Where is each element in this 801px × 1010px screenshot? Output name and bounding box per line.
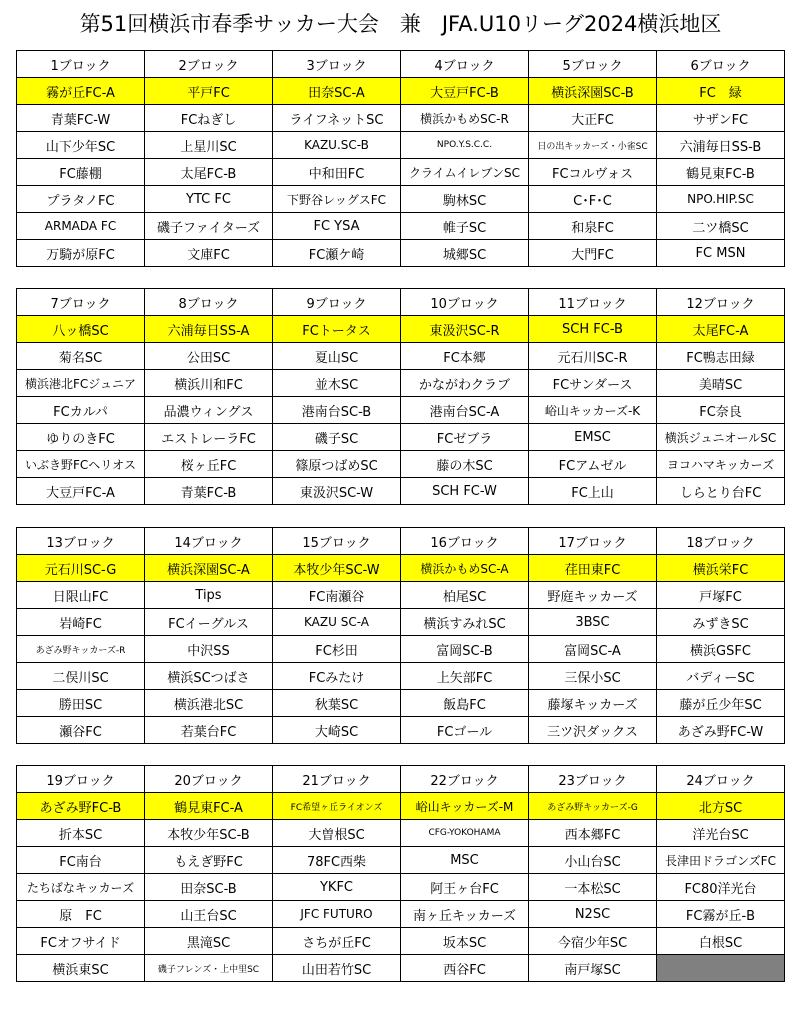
team-cell: 二ツ橋SC: [657, 213, 785, 240]
team-cell: 一本松SC: [529, 874, 657, 901]
team-cell: 本牧少年SC-W: [273, 555, 401, 582]
team-cell: FC MSN: [657, 240, 785, 267]
team-cell: 太尾FC-B: [145, 159, 273, 186]
team-cell: 北方SC: [657, 793, 785, 820]
team-row: [17, 370, 785, 397]
team-cell: 三保小SC: [529, 663, 657, 690]
page-title: 第51回横浜市春季サッカー大会 兼 JFA.U10リーグ2024横浜地区: [79, 12, 722, 36]
block-header: 4ブロック: [401, 51, 529, 78]
team-cell: 二俣川SC: [17, 663, 145, 690]
team-cell: 長津田ドラゴンズFC: [657, 847, 785, 874]
team-cell: FC南瀬谷: [273, 582, 401, 609]
team-cell: 磯子ファイターズ: [145, 213, 273, 240]
team-cell: EMSC: [529, 424, 657, 451]
team-cell: 大門FC: [529, 240, 657, 267]
team-cell: 田奈SC-A: [273, 78, 401, 105]
team-cell: 横浜深園SC-A: [145, 555, 273, 582]
team-cell: 藤の木SC: [401, 451, 529, 478]
team-row: [17, 424, 785, 451]
block-header: 18ブロック: [657, 528, 785, 555]
team-cell: あざみ野キッカーズ-R: [17, 636, 145, 663]
team-cell: 飯島FC: [401, 690, 529, 717]
team-cell: CFG-YOKOHAMA: [401, 820, 529, 847]
team-row: [17, 240, 785, 267]
team-cell: 洋光台SC: [657, 820, 785, 847]
team-cell: FCねぎし: [145, 105, 273, 132]
block-header: 16ブロック: [401, 528, 529, 555]
team-cell: 大豆戸FC-A: [17, 478, 145, 505]
team-cell: FC瀬ケ崎: [273, 240, 401, 267]
team-cell: 並木SC: [273, 370, 401, 397]
team-cell: 駒林SC: [401, 186, 529, 213]
team-row: [17, 186, 785, 213]
team-cell: JFC FUTURO: [273, 901, 401, 928]
team-cell: 藤塚キッカーズ: [529, 690, 657, 717]
team-cell: 元石川SC-G: [17, 555, 145, 582]
team-cell: 夏山SC: [273, 343, 401, 370]
team-cell: 南戸塚SC: [529, 955, 657, 982]
team-row: [17, 478, 785, 505]
team-cell: 横浜SCつばさ: [145, 663, 273, 690]
team-row: [17, 663, 785, 690]
block-header: 5ブロック: [529, 51, 657, 78]
block-table-7-12: [16, 288, 785, 505]
seed-row: [17, 78, 785, 105]
team-row: [17, 636, 785, 663]
seed-row: [17, 793, 785, 820]
team-cell: 原 FC: [17, 901, 145, 928]
team-row: [17, 928, 785, 955]
team-cell: 篠原つばめSC: [273, 451, 401, 478]
team-cell: 横浜港北SC: [145, 690, 273, 717]
team-row: [17, 159, 785, 186]
team-cell: 鶴見東FC-A: [145, 793, 273, 820]
team-cell: 横浜ジュニオールSC: [657, 424, 785, 451]
team-cell: FC鴨志田緑: [657, 343, 785, 370]
team-cell: あざみ野FC-W: [657, 717, 785, 744]
team-cell: 大豆戸FC-B: [401, 78, 529, 105]
team-row: [17, 847, 785, 874]
team-cell: しらとり台FC: [657, 478, 785, 505]
team-cell: 横浜GSFC: [657, 636, 785, 663]
team-cell: 菊名SC: [17, 343, 145, 370]
team-cell: KAZU SC-A: [273, 609, 401, 636]
team-cell: FC杉田: [273, 636, 401, 663]
team-cell: クライムイレブンSC: [401, 159, 529, 186]
team-cell: 柏尾SC: [401, 582, 529, 609]
team-cell: あざみ野FC-B: [17, 793, 145, 820]
block-table-13-18: [16, 527, 785, 744]
team-cell: 青葉FC-B: [145, 478, 273, 505]
team-cell: 港南台SC-A: [401, 397, 529, 424]
team-cell: 日の出キッカーズ・小雀SC: [529, 132, 657, 159]
team-cell: 霧が丘FC-A: [17, 78, 145, 105]
team-cell: 六浦毎日SS-A: [145, 316, 273, 343]
team-cell: 大崎SC: [273, 717, 401, 744]
team-cell: 山下少年SC: [17, 132, 145, 159]
team-cell: FC80洋光台: [657, 874, 785, 901]
team-cell: FCサンダース: [529, 370, 657, 397]
team-cell: 鶴見東FC-B: [657, 159, 785, 186]
team-cell: FCイーグルス: [145, 609, 273, 636]
team-cell: 黒滝SC: [145, 928, 273, 955]
team-cell: 平戸FC: [145, 78, 273, 105]
team-cell: あざみ野キッカーズ-G: [529, 793, 657, 820]
team-row: [17, 213, 785, 240]
team-cell: 桜ヶ丘FC: [145, 451, 273, 478]
block-header: 7ブロック: [17, 289, 145, 316]
team-cell: 78FC西柴: [273, 847, 401, 874]
block-table-1-6: [16, 50, 785, 267]
seed-row: [17, 316, 785, 343]
block-header-row: [17, 51, 785, 78]
team-cell: 山王台SC: [145, 901, 273, 928]
team-cell: NPO.HIP.SC: [657, 186, 785, 213]
team-cell: FC YSA: [273, 213, 401, 240]
block-header: 23ブロック: [529, 766, 657, 793]
team-cell: 上矢部FC: [401, 663, 529, 690]
team-cell: 阿王ヶ台FC: [401, 874, 529, 901]
team-cell: SCH FC-B: [529, 316, 657, 343]
block-header: 10ブロック: [401, 289, 529, 316]
block-header: 13ブロック: [17, 528, 145, 555]
team-cell: 磯子SC: [273, 424, 401, 451]
team-cell: 日限山FC: [17, 582, 145, 609]
team-cell: 中和田FC: [273, 159, 401, 186]
block-header: 1ブロック: [17, 51, 145, 78]
team-cell: 3BSC: [529, 609, 657, 636]
team-cell: 若葉台FC: [145, 717, 273, 744]
team-cell: 磯子フレンズ・上中里SC: [145, 955, 273, 982]
team-cell: 峪山キッカーズ-K: [529, 397, 657, 424]
block-header: 9ブロック: [273, 289, 401, 316]
team-cell: 野庭キッカーズ: [529, 582, 657, 609]
team-cell: 瀬谷FC: [17, 717, 145, 744]
team-cell: エストレーラFC: [145, 424, 273, 451]
team-cell: FC藤棚: [17, 159, 145, 186]
team-cell: SCH FC-W: [401, 478, 529, 505]
team-cell: FC 緑: [657, 78, 785, 105]
team-cell: FC奈良: [657, 397, 785, 424]
team-cell: 八ッ橋SC: [17, 316, 145, 343]
team-row: [17, 397, 785, 424]
block-table-19-24: [16, 765, 785, 982]
team-cell: 東汲沢SC-R: [401, 316, 529, 343]
empty-cell: [657, 955, 785, 982]
team-cell: FCオフサイド: [17, 928, 145, 955]
team-row: [17, 690, 785, 717]
team-cell: FCコルヴォス: [529, 159, 657, 186]
team-cell: YTC FC: [145, 186, 273, 213]
team-row: [17, 451, 785, 478]
team-cell: C･F･C: [529, 186, 657, 213]
team-cell: 富岡SC-B: [401, 636, 529, 663]
block-header-row: [17, 766, 785, 793]
team-cell: 帷子SC: [401, 213, 529, 240]
team-cell: 富岡SC-A: [529, 636, 657, 663]
team-cell: 横浜川和FC: [145, 370, 273, 397]
team-row: [17, 609, 785, 636]
team-cell: 上星川SC: [145, 132, 273, 159]
team-cell: 秋葉SC: [273, 690, 401, 717]
team-cell: 山田若竹SC: [273, 955, 401, 982]
block-header-row: [17, 528, 785, 555]
team-cell: YKFC: [273, 874, 401, 901]
team-cell: FCアムゼル: [529, 451, 657, 478]
team-cell: FCゴール: [401, 717, 529, 744]
block-header: 3ブロック: [273, 51, 401, 78]
block-header: 12ブロック: [657, 289, 785, 316]
team-cell: FCトータス: [273, 316, 401, 343]
team-row: [17, 901, 785, 928]
team-cell: 太尾FC-A: [657, 316, 785, 343]
team-row: [17, 820, 785, 847]
block-header: 6ブロック: [657, 51, 785, 78]
team-row: [17, 343, 785, 370]
team-cell: プラタノFC: [17, 186, 145, 213]
team-cell: 荏田東FC: [529, 555, 657, 582]
team-cell: 本牧少年SC-B: [145, 820, 273, 847]
team-cell: 城郷SC: [401, 240, 529, 267]
team-row: [17, 717, 785, 744]
team-cell: 港南台SC-B: [273, 397, 401, 424]
team-cell: ライフネットSC: [273, 105, 401, 132]
team-cell: たちばなキッカーズ: [17, 874, 145, 901]
team-cell: 横浜すみれSC: [401, 609, 529, 636]
team-cell: MSC: [401, 847, 529, 874]
team-cell: FC希望ヶ丘ライオンズ: [273, 793, 401, 820]
team-cell: 大正FC: [529, 105, 657, 132]
team-cell: 三ツ沢ダックス: [529, 717, 657, 744]
team-cell: 南ヶ丘キッカーズ: [401, 901, 529, 928]
block-header: 15ブロック: [273, 528, 401, 555]
team-cell: もえぎ野FC: [145, 847, 273, 874]
team-cell: 品濃ウィングス: [145, 397, 273, 424]
team-cell: さちが丘FC: [273, 928, 401, 955]
team-cell: Tips: [145, 582, 273, 609]
team-cell: 文庫FC: [145, 240, 273, 267]
team-cell: 青葉FC-W: [17, 105, 145, 132]
team-cell: 今宿少年SC: [529, 928, 657, 955]
team-cell: 美晴SC: [657, 370, 785, 397]
team-cell: FC上山: [529, 478, 657, 505]
team-cell: ヨコハマキッカーズ: [657, 451, 785, 478]
team-cell: 西本郷FC: [529, 820, 657, 847]
team-cell: 西谷FC: [401, 955, 529, 982]
team-cell: FCみたけ: [273, 663, 401, 690]
team-cell: バディーSC: [657, 663, 785, 690]
seed-row: [17, 555, 785, 582]
team-cell: 田奈SC-B: [145, 874, 273, 901]
team-row: [17, 105, 785, 132]
team-row: [17, 582, 785, 609]
team-row: [17, 955, 785, 982]
team-cell: 横浜栄FC: [657, 555, 785, 582]
team-cell: みずきSC: [657, 609, 785, 636]
team-cell: 岩崎FC: [17, 609, 145, 636]
block-header: 8ブロック: [145, 289, 273, 316]
team-cell: 東汲沢SC-W: [273, 478, 401, 505]
block-header: 24ブロック: [657, 766, 785, 793]
team-cell: 中沢SS: [145, 636, 273, 663]
block-header: 21ブロック: [273, 766, 401, 793]
team-cell: 横浜深園SC-B: [529, 78, 657, 105]
team-cell: 下野谷レッグスFC: [273, 186, 401, 213]
block-header: 17ブロック: [529, 528, 657, 555]
team-cell: 折本SC: [17, 820, 145, 847]
team-cell: いぶき野FCヘリオス: [17, 451, 145, 478]
team-cell: ARMADA FC: [17, 213, 145, 240]
team-cell: 万騎が原FC: [17, 240, 145, 267]
block-header: 11ブロック: [529, 289, 657, 316]
team-cell: 横浜港北FCジュニア: [17, 370, 145, 397]
team-cell: NPO.Y.S.C.C.: [401, 132, 529, 159]
block-header: 14ブロック: [145, 528, 273, 555]
team-cell: 元石川SC-R: [529, 343, 657, 370]
team-cell: 藤が丘少年SC: [657, 690, 785, 717]
team-cell: 公田SC: [145, 343, 273, 370]
team-cell: FC南台: [17, 847, 145, 874]
team-cell: KAZU.SC-B: [273, 132, 401, 159]
team-cell: FC本郷: [401, 343, 529, 370]
team-cell: 白根SC: [657, 928, 785, 955]
team-cell: 峪山キッカーズ-M: [401, 793, 529, 820]
team-cell: 和泉FC: [529, 213, 657, 240]
block-header: 22ブロック: [401, 766, 529, 793]
team-row: [17, 874, 785, 901]
team-cell: 横浜かもめSC-A: [401, 555, 529, 582]
team-cell: 小山台SC: [529, 847, 657, 874]
team-cell: 六浦毎日SS-B: [657, 132, 785, 159]
team-cell: FCカルパ: [17, 397, 145, 424]
team-cell: 大曽根SC: [273, 820, 401, 847]
team-cell: 戸塚FC: [657, 582, 785, 609]
block-header: 19ブロック: [17, 766, 145, 793]
team-cell: 勝田SC: [17, 690, 145, 717]
team-cell: かながわクラブ: [401, 370, 529, 397]
team-cell: 横浜かもめSC-R: [401, 105, 529, 132]
team-cell: ゆりのきFC: [17, 424, 145, 451]
team-cell: FC霧が丘-B: [657, 901, 785, 928]
team-cell: FCゼブラ: [401, 424, 529, 451]
team-row: [17, 132, 785, 159]
team-cell: サザンFC: [657, 105, 785, 132]
block-header: 2ブロック: [145, 51, 273, 78]
team-cell: 坂本SC: [401, 928, 529, 955]
block-header-row: [17, 289, 785, 316]
team-cell: 横浜東SC: [17, 955, 145, 982]
team-cell: N2SC: [529, 901, 657, 928]
block-header: 20ブロック: [145, 766, 273, 793]
